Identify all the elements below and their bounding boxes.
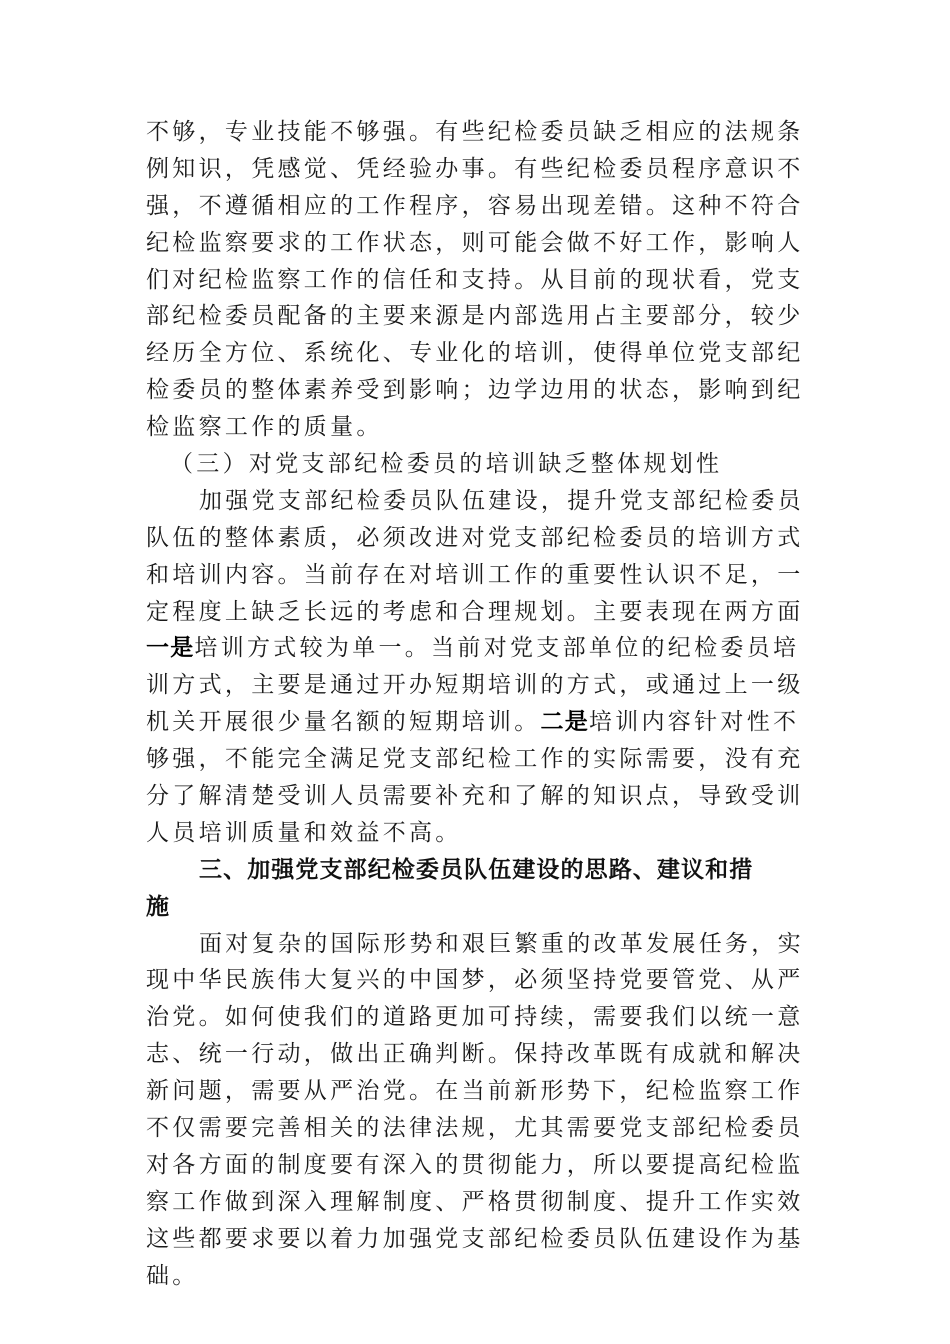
paragraph-training xyxy=(146,483,810,852)
text-line: 新问题，需要从严治党。在当前新形势下，纪检监察工作 xyxy=(146,1078,804,1105)
text-line: 训方式，主要是通过开办短期培训的方式，或通过上一级 xyxy=(146,672,804,699)
text-line: 对各方面的制度要有深入的贯彻能力，所以要提高纪检监 xyxy=(146,1151,804,1178)
text-line: 加强党支部纪检委员队伍建设，提升党支部纪检委员 xyxy=(199,487,804,514)
text-line: 队伍的整体素质，必须改进对党支部纪检委员的培训方式 xyxy=(146,524,804,551)
emphasis-second: 二是 xyxy=(540,709,589,736)
text-line: 够强，不能完全满足党支部纪检工作的实际需要，没有充 xyxy=(146,746,804,773)
text-line: 不够，专业技能不够强。有些纪检委员缺乏相应的法规条 xyxy=(146,119,804,145)
text-line: 检委员的整体素养受到影响；边学边用的状态，影响到纪 xyxy=(146,377,804,404)
text-line: 志、统一行动，做出正确判断。保持改革既有成就和解决 xyxy=(146,1041,804,1068)
text-line: 治党。如何使我们的道路更加可持续，需要我们以统一意 xyxy=(146,1004,804,1031)
text-line: 部纪检委员配备的主要来源是内部选用占主要部分，较少 xyxy=(146,303,804,330)
text-line: 经历全方位、系统化、专业化的培训，使得单位党支部纪 xyxy=(146,340,804,367)
subheading-training-planning: （三）对党支部纪检委员的培训缺乏整体规划性 xyxy=(170,451,723,478)
text-line: 人员培训质量和效益不高。 xyxy=(146,819,462,846)
text-line: 和培训内容。当前存在对培训工作的重要性认识不足，一 xyxy=(146,561,804,588)
text-line: 分了解清楚受训人员需要补充和了解的知识点，导致受训 xyxy=(146,783,804,810)
text-line: 现中华民族伟大复兴的中国梦，必须坚持党要管党、从严 xyxy=(146,967,804,994)
text-line: 纪检监察要求的工作状态，则可能会做不好工作，影响人 xyxy=(146,229,804,256)
text-line: 面对复杂的国际形势和艰巨繁重的改革发展任务，实 xyxy=(199,930,804,957)
paragraph-qualification xyxy=(146,114,810,446)
text-line: 例知识，凭感觉、凭经验办事。有些纪检委员程序意识不 xyxy=(146,155,804,182)
text-run: 培训内容针对性不 xyxy=(588,709,800,736)
text-line xyxy=(146,704,810,741)
paragraph-strict-governance xyxy=(146,926,810,1295)
text-line: 强，不遵循相应的工作程序，容易出现差错。这种不符合 xyxy=(146,192,804,219)
text-line: 们对纪检监察工作的信任和支持。从目前的现状看，党支 xyxy=(146,266,804,293)
text-line: 检监察工作的质量。 xyxy=(146,414,383,441)
text-run: 机关开展很少量名额的短期培训。 xyxy=(146,709,541,736)
text-run: 培训方式较为单一。当前对党支部单位的纪检委员培 xyxy=(194,635,800,662)
document-body xyxy=(146,114,810,1295)
emphasis-first: 一是 xyxy=(146,635,195,662)
text-line: 础。 xyxy=(146,1262,199,1289)
text-line: 不仅需要完善相关的法律法规，尤其需要党支部纪检委员 xyxy=(146,1115,804,1142)
text-line: 定程度上缺乏长远的考虑和合理规划。主要表现在两方面 xyxy=(146,598,804,625)
heading-line: 三、加强党支部纪检委员队伍建设的思路、建议和措 xyxy=(199,856,754,883)
heading-line: 施 xyxy=(146,893,171,920)
text-line: 这些都要求要以着力加强党支部纪检委员队伍建设作为基 xyxy=(146,1225,804,1252)
text-line: 察工作做到深入理解制度、严格贯彻制度、提升工作实效 xyxy=(146,1188,804,1215)
section-heading-three xyxy=(146,852,810,926)
text-line xyxy=(146,630,810,667)
